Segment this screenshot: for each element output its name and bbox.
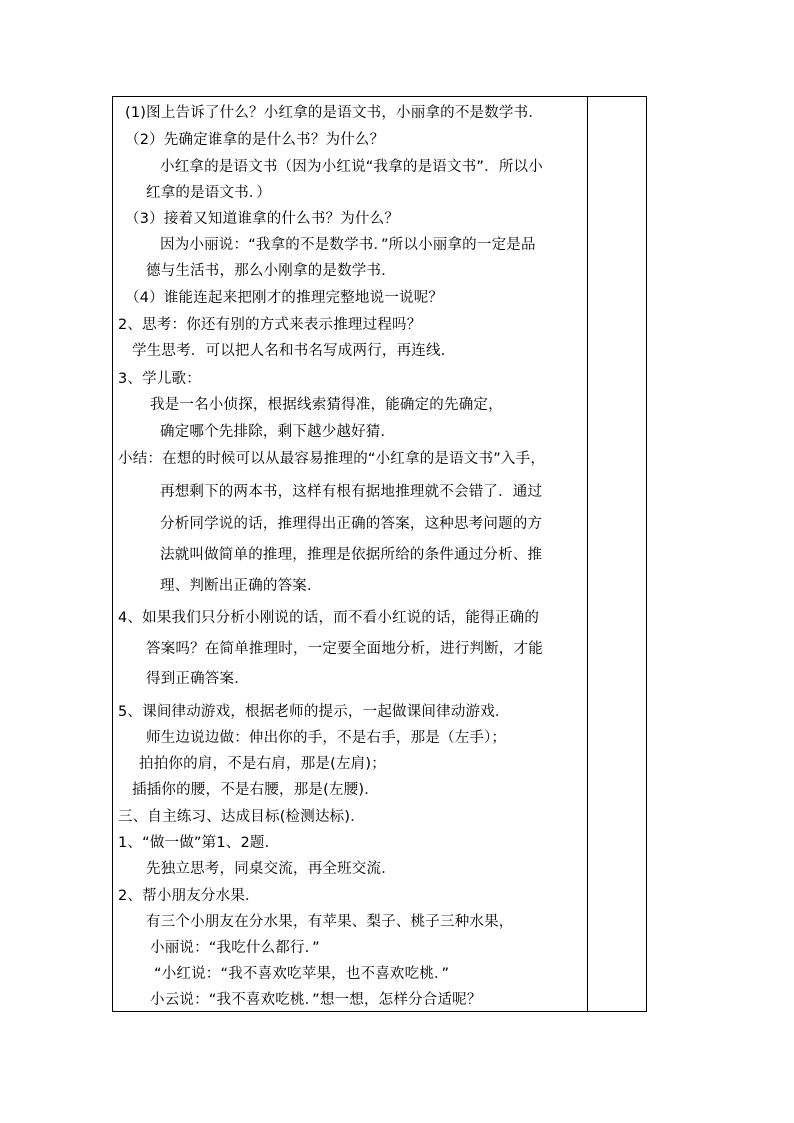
text-line: 我是一名小侦探，根据线索猜得准，能确定的先确定， [150, 397, 503, 413]
text-line: 3、学儿歌： [118, 371, 201, 387]
text-line: 小结：在想的时候可以从最容易推理的“小红拿的是语文书”入手， [118, 451, 546, 467]
text-line: 小丽说：“我吃什么都行．” [150, 940, 320, 956]
text-line: 三、自主练习、达成目标(检测达标)． [118, 809, 365, 825]
text-line: 答案吗？在简单推理时，一定要全面地分析，进行判断，才能 [146, 641, 543, 657]
text-line: 确定哪个先排除，剩下越少越好猜． [160, 424, 396, 440]
text-line: 2、思考：你还有别的方式来表示推理过程吗？ [118, 317, 422, 333]
text-line: 小红拿的是语文书（因为小红说“我拿的是语文书”．所以小 [160, 159, 543, 175]
text-line: 理、判断出正确的答案． [160, 578, 322, 594]
column-divider [587, 97, 588, 1011]
text-line: 学生思考．可以把人名和书名写成两行，再连线． [132, 343, 456, 359]
text-line: 先独立思考，同桌交流，再全班交流． [146, 861, 396, 877]
text-line: 2、帮小朋友分水果． [118, 888, 260, 904]
text-line: 分析同学说的话，推理得出正确的答案，这种思考问题的方 [160, 516, 543, 532]
text-line: 小云说：“我不喜欢吃桃．”想一想，怎样分合适呢？ [150, 992, 482, 1008]
text-line: 因为小丽说：“我拿的不是数学书．”所以小丽拿的一定是品 [160, 237, 536, 253]
text-line: 红拿的是语文书．） [146, 185, 272, 201]
text-line: 5、课间律动游戏，根据老师的提示，一起做课间律动游戏． [118, 704, 510, 720]
text-line: 再想剩下的两本书，这样有根有据地推理就不会错了．通过 [160, 484, 543, 500]
text-line: 有三个小朋友在分水果，有苹果、梨子、桃子三种水果， [146, 914, 514, 930]
text-line: 法就叫做简单的推理，推理是依据所给的条件通过分析、推 [160, 547, 543, 563]
text-line: 插插你的腰，不是右腰，那是(左腰)． [132, 782, 379, 798]
text-line: 得到正确答案． [146, 671, 249, 687]
text-line: “小红说：“我不喜欢吃苹果，也不喜欢吃桃．” [154, 966, 450, 982]
text-line: 德与生活书，那么小刚拿的是数学书． [146, 263, 396, 279]
text-line: 拍拍你的肩，不是右肩，那是(左肩)； [139, 756, 386, 772]
text-line: (1)图上告诉了什么？小红拿的是语文书，小丽拿的不是数学书． [125, 105, 544, 121]
text-line: （4）谁能连起来把刚才的推理完整地说一说呢？ [125, 290, 444, 306]
text-line: 4、如果我们只分析小刚说的话，而不看小红说的话，能得正确的 [118, 610, 540, 626]
text-line: （3）接着又知道谁拿的什么书？为什么？ [125, 211, 400, 227]
text-line: 1、“做一做”第1、2题． [118, 835, 280, 851]
text-line: 师生边说边做：伸出你的手，不是右手，那是（左手）； [146, 730, 507, 746]
text-line: （2）先确定谁拿的是什么书？为什么？ [125, 132, 385, 148]
